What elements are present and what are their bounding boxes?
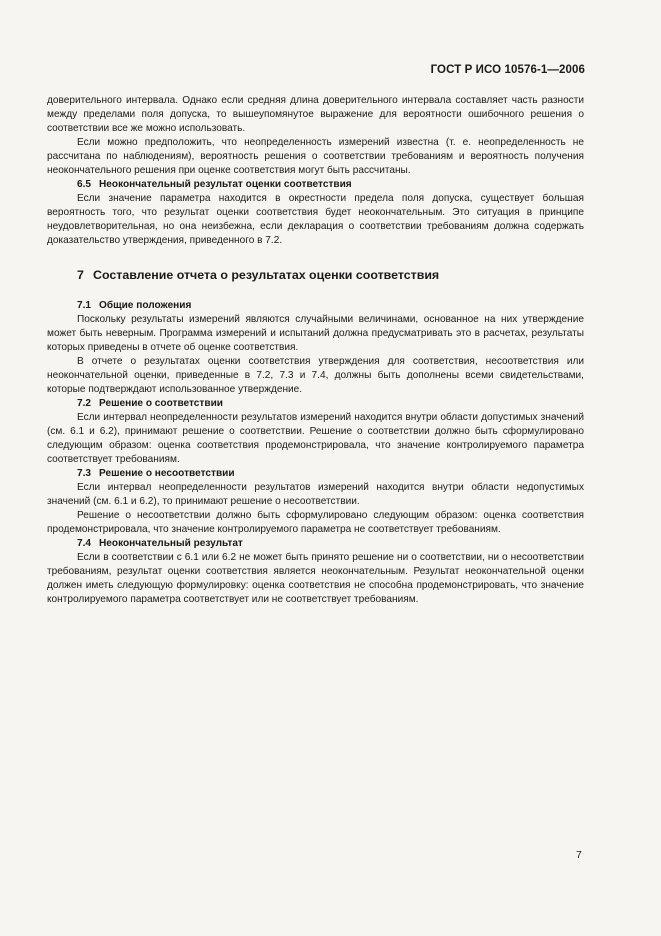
section-number: 6.5 bbox=[77, 179, 92, 190]
paragraph: доверительного интервала. Однако если средняя длина доверительного интервала составляет часть разности между пределами поля допуска, то вышеупомянутое выражение для вероятности ошибочного решения о соответствии все же можно использовать. bbox=[47, 95, 584, 134]
paragraph: Если в соответствии с 6.1 или 6.2 не может быть принято решение ни о соответствии, ни о несоответствии требованиям, результат оценки соответствия является неокончательным. Результат неокончательной оценки должен иметь следующую формулировку: оценка соответствия не способна продемонстрировать, что значение контролируемого параметра соответствует или не соответствует требованиям. bbox=[47, 552, 584, 605]
section-heading-7-4 bbox=[47, 537, 584, 551]
paragraph: Если интервал неопределенности результатов измерений находится внутри области допустимых значений (см. 6.1 и 6.2), принимают решение о соответствии. Решение о соответствии должно быть сформулировано следующим образом: оценка соответствия продемонстрировала, что значение контролируемого параметра соответствует требованиям. bbox=[47, 412, 584, 465]
section-number: 7.1 bbox=[77, 300, 92, 311]
paragraph: Если можно предположить, что неопределенность измерений известна (т. е. неопределенность не рассчитана по наблюдениям), вероятность решения о соответствии требованиям и вероятность получения неокончательного решения при оценке соответствия могут быть рассчитаны. bbox=[47, 137, 584, 176]
section-title: Неокончательный результат оценки соответствия bbox=[99, 179, 352, 190]
section-title: Составление отчета о результатах оценки соответствия bbox=[93, 268, 440, 282]
section-number: 7.3 bbox=[77, 468, 92, 479]
section-title: Решение о соответствии bbox=[99, 398, 223, 409]
section-number: 7.4 bbox=[77, 538, 92, 549]
section-heading-7-1 bbox=[47, 299, 584, 313]
section-title: Решение о несоответствии bbox=[99, 468, 235, 479]
section-title: Неокончательный результат bbox=[99, 538, 243, 549]
section-number: 7.2 bbox=[77, 398, 92, 409]
page-number: 7 bbox=[576, 849, 582, 861]
paragraph: Если значение параметра находится в окрестности предела поля допуска, существует большая вероятность того, что результат оценки соответствия будет неокончательным. Это ситуация в принципе неудовлетворительная, но она неизбежна, если декларация о соответствии требованиям должна содержать доказательство утверждения, приведенного в 7.2. bbox=[47, 193, 584, 246]
section-heading-7-3 bbox=[47, 467, 584, 481]
document-body bbox=[47, 94, 584, 607]
section-heading-7 bbox=[47, 268, 584, 282]
document-header-title: ГОСТ Р ИСО 10576-1—2006 bbox=[430, 64, 585, 76]
section-heading-6-5 bbox=[47, 178, 584, 192]
paragraph: Решение о несоответствии должно быть сформулировано следующим образом: оценка соответствия продемонстрировала, что значение контролируемого параметра не соответствует требованиям. bbox=[47, 510, 584, 535]
section-title: Общие положения bbox=[99, 300, 192, 311]
section-number: 7 bbox=[77, 268, 84, 282]
paragraph: Поскольку результаты измерений являются случайными величинами, основанное на них утверждение может быть неверным. Программа измерений и испытаний должна предусматривать это в расчетах, результаты которых приведены в отчете об оценке соответствия. bbox=[47, 314, 584, 353]
section-heading-7-2 bbox=[47, 397, 584, 411]
paragraph: В отчете о результатах оценки соответствия утверждения для соответствия, несоответствия или неокончательной оценки, приведенные в 7.2, 7.3 и 7.4, должны быть дополнены всеми свидетельствами, которые подтверждают использованное утверждение. bbox=[47, 356, 584, 395]
paragraph: Если интервал неопределенности результатов измерений находится внутри области недопустимых значений (см. 6.1 и 6.2), то принимают решение о несоответствии. bbox=[47, 482, 584, 507]
